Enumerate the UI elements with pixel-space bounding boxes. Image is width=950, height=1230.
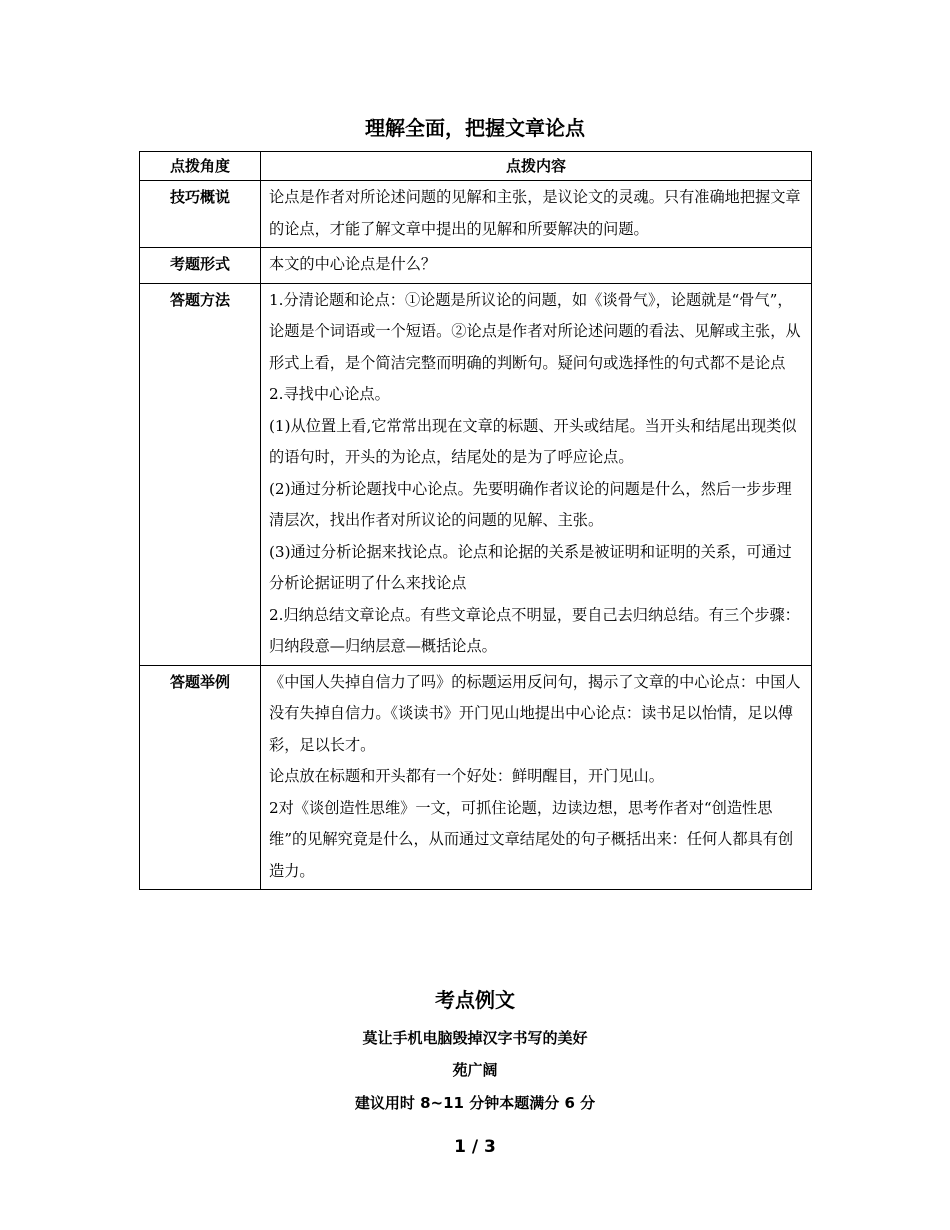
tips-table [139,151,812,890]
row-label: 答题方法 [140,283,261,665]
header-angle: 点拨角度 [140,152,261,181]
table-row [140,248,812,284]
row-paragraph: 论点是作者对所论述问题的见解和主张，是议论文的灵魂。只有准确地把握文章的论点，才能了解文章中提出的见解和所要解决的问题。 [269,188,801,238]
row-paragraph: (3)通过分析论据来找论点。论点和论据的关系是被证明和证明的关系，可通过分析论据证明了什么来找论点 [269,542,792,592]
table-row [140,181,812,248]
row-label: 技巧概说 [140,181,261,248]
row-content [261,665,812,890]
time-score-note: 建议用时 8~11 分钟本题满分 6 分 [354,1094,596,1112]
row-paragraph: 1.分清论题和论点：①论题是所议论的问题，如《谈骨气》，论题就是“骨气”，论题是个词语或一个短语。②论点是作者对所论述问题的看法、见解或主张，从形式上看，是个简洁完整而明确的判断句。疑问句或选择性的句式都不是论点 [269,290,801,372]
table-row [140,665,812,890]
row-paragraph: (1)从位置上看,它常常出现在文章的标题、开头或结尾。当开头和结尾出现类似的语句时，开头的为论点，结尾处的是为了呼应论点。 [269,416,797,466]
row-paragraph: 《中国人失掉自信力了吗》的标题运用反问句，揭示了文章的中心论点：中国人没有失掉自信力。《谈读书》开门见山地提出中心论点：读书足以怡情，足以傅彩，足以长才。 [269,672,801,754]
row-paragraph: (2)通过分析论题找中心论点。先要明确作者议论的问题是什么，然后一步步理清层次，找出作者对所议论的问题的见解、主张。 [269,479,792,529]
document-title: 理解全面，把握文章论点 [365,116,585,140]
row-paragraph: 论点放在标题和开头都有一个好处：鲜明醒目，开门见山。 [269,767,664,785]
row-label: 答题举例 [140,665,261,890]
row-content [261,248,812,284]
row-paragraph: 2.寻找中心论点。 [269,385,390,403]
header-content: 点拨内容 [261,152,812,181]
row-paragraph: 本文的中心论点是什么？ [269,255,437,273]
table-header-row [140,152,812,181]
row-content [261,181,812,248]
row-paragraph: 2.归纳总结文章论点。有些文章论点不明显，要自己去归纳总结。有三个步骤：归纳段意—归纳层意—概括论点。 [269,605,800,655]
section-title: 考点例文 [435,988,515,1012]
article-author: 苑广阔 [452,1061,498,1079]
article-title: 莫让手机电脑毁掉汉字书写的美好 [362,1029,588,1047]
row-paragraph: 2对《谈创造性思维》一文，可抓住论题，边读边想，思考作者对“创造性思维”的见解究竟是什么，从而通过文章结尾处的句子概括出来：任何人都具有创造力。 [269,798,794,880]
row-content [261,283,812,665]
row-label: 考题形式 [140,248,261,284]
page-number: 1 / 3 [454,1137,496,1157]
table-row [140,283,812,665]
